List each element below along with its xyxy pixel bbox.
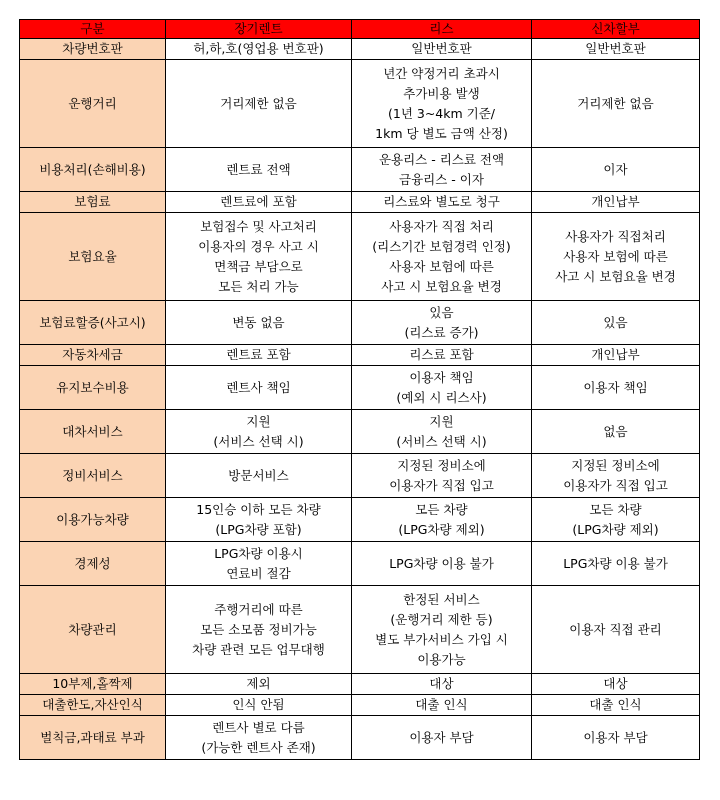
cell-lease: [352, 586, 532, 674]
cell-text-line: 제외: [246, 676, 271, 691]
table-row: [20, 674, 700, 695]
cell-installment: [532, 345, 700, 366]
cell-text-line: 별도 부가서비스 가입 시: [375, 631, 508, 647]
cell-text-line: 사용자가 직접 처리: [389, 218, 494, 234]
cell-text-line: 면책금 부담으로: [214, 258, 303, 274]
cell-rent: [166, 39, 352, 60]
table-row: [20, 454, 700, 498]
cell-text-line: (LPG차량 제외): [572, 521, 659, 537]
cell-lease: [352, 366, 532, 410]
cell-text-line: 이용자가 직접 입고: [563, 477, 668, 493]
cell-text-line: LPG차량 이용 불가: [563, 555, 668, 571]
cell-rent: [166, 695, 352, 716]
cell-lease: [352, 148, 532, 192]
row-label: 대차서비스: [20, 410, 166, 454]
table-row: [20, 148, 700, 192]
cell-text-line: 사용자 보험에 따른: [389, 258, 494, 274]
cell-text-line: 추가비용 발생: [403, 85, 480, 101]
cell-rent: [166, 213, 352, 301]
cell-rent: [166, 148, 352, 192]
cell-installment: [532, 301, 700, 345]
cell-installment: [532, 542, 700, 586]
cell-installment: [532, 366, 700, 410]
row-label: 벌칙금,과태료 부과: [20, 716, 166, 760]
cell-rent: [166, 60, 352, 148]
table-row: [20, 716, 700, 760]
row-label: 차량관리: [20, 586, 166, 674]
cell-text-line: 허,하,호(영업용 번호판): [193, 41, 324, 56]
table-row: [20, 586, 700, 674]
cell-text-line: 이용자가 직접 입고: [389, 477, 494, 493]
cell-installment: [532, 148, 700, 192]
cell-installment: [532, 716, 700, 760]
cell-text-line: 모든 차량: [589, 501, 642, 517]
table-body: [20, 39, 700, 760]
cell-text-line: 대출 인식: [415, 697, 468, 712]
cell-text-line: 보험접수 및 사고처리: [200, 218, 317, 234]
header-long-term-rent: 장기렌트: [166, 20, 352, 39]
cell-text-line: 주행거리에 따른: [214, 601, 303, 617]
row-label: 10부제,홀짝제: [20, 674, 166, 695]
cell-text-line: 이용자 부담: [583, 729, 648, 745]
row-label: 차량번호판: [20, 39, 166, 60]
cell-installment: [532, 586, 700, 674]
comparison-table: [19, 19, 700, 760]
cell-text-line: LPG차량 이용 불가: [389, 555, 494, 571]
cell-text-line: 한정된 서비스: [403, 591, 480, 607]
cell-text-line: 이용가능: [417, 651, 466, 667]
cell-text-line: 개인납부: [591, 347, 640, 362]
cell-lease: [352, 716, 532, 760]
cell-rent: [166, 716, 352, 760]
cell-text-line: 차량 관련 모든 업무대행: [192, 641, 325, 657]
cell-installment: [532, 674, 700, 695]
cell-text-line: 지원: [246, 413, 271, 429]
cell-text-line: 사고 시 보험요율 변경: [381, 278, 502, 294]
cell-text-line: 거리제한 없음: [220, 95, 297, 111]
cell-text-line: 대상: [429, 676, 454, 691]
row-label: 자동차세금: [20, 345, 166, 366]
cell-rent: [166, 345, 352, 366]
cell-lease: [352, 192, 532, 213]
header-new-car-installment: 신차할부: [532, 20, 700, 39]
cell-rent: [166, 674, 352, 695]
cell-lease: [352, 674, 532, 695]
cell-lease: [352, 542, 532, 586]
cell-text-line: 렌트료 포함: [226, 347, 291, 362]
cell-text-line: 사용자가 직접처리: [565, 228, 666, 244]
row-label: 운행거리: [20, 60, 166, 148]
cell-text-line: 방문서비스: [228, 467, 289, 483]
cell-rent: [166, 454, 352, 498]
cell-text-line: 운용리스 - 리스료 전액: [378, 151, 505, 167]
row-label: 정비서비스: [20, 454, 166, 498]
cell-rent: [166, 542, 352, 586]
cell-text-line: 개인납부: [591, 194, 640, 209]
cell-text-line: 금융리스 - 이자: [399, 171, 484, 187]
cell-text-line: 렌트료에 포함: [220, 194, 297, 209]
cell-rent: [166, 366, 352, 410]
table-row: [20, 39, 700, 60]
cell-lease: [352, 454, 532, 498]
cell-text-line: 모든 차량: [415, 501, 468, 517]
row-label: 경제성: [20, 542, 166, 586]
cell-text-line: 15인승 이하 모든 차량: [196, 501, 321, 517]
cell-text-line: LPG차량 이용시: [214, 545, 303, 561]
cell-text-line: (서비스 선택 시): [396, 433, 487, 449]
row-label: 보험료할증(사고시): [20, 301, 166, 345]
comparison-table-wrapper: [19, 19, 700, 760]
table-row: [20, 301, 700, 345]
cell-text-line: 지정된 정비소에: [571, 457, 660, 473]
cell-text-line: (운행거리 제한 등): [390, 611, 493, 627]
cell-text-line: (리스기간 보험경력 인정): [372, 238, 511, 254]
cell-rent: [166, 192, 352, 213]
row-label: 대출한도,자산인식: [20, 695, 166, 716]
cell-installment: [532, 410, 700, 454]
cell-text-line: (가능한 렌트사 존재): [201, 739, 316, 755]
cell-rent: [166, 498, 352, 542]
cell-text-line: (예외 시 리스사): [396, 389, 487, 405]
row-label: 이용가능차량: [20, 498, 166, 542]
cell-text-line: 대출 인식: [589, 697, 642, 712]
cell-rent: [166, 586, 352, 674]
cell-text-line: 사용자 보험에 따른: [563, 248, 668, 264]
cell-installment: [532, 454, 700, 498]
cell-text-line: 렌트사 책임: [226, 379, 291, 395]
table-row: [20, 542, 700, 586]
table-row: [20, 213, 700, 301]
cell-text-line: 리스료와 별도로 청구: [383, 194, 500, 209]
cell-text-line: (LPG차량 포함): [215, 521, 302, 537]
cell-text-line: 이용자 책임: [583, 379, 648, 395]
cell-text-line: 대상: [603, 676, 628, 691]
cell-text-line: 지원: [429, 413, 454, 429]
cell-text-line: 이용자 직접 관리: [569, 621, 662, 637]
cell-installment: [532, 60, 700, 148]
cell-text-line: 렌트사 별로 다름: [212, 719, 305, 735]
cell-lease: [352, 410, 532, 454]
cell-installment: [532, 39, 700, 60]
cell-text-line: (서비스 선택 시): [213, 433, 304, 449]
table-row: [20, 695, 700, 716]
cell-lease: [352, 39, 532, 60]
header-lease: 리스: [352, 20, 532, 39]
cell-lease: [352, 213, 532, 301]
cell-text-line: 이용자 부담: [409, 729, 474, 745]
cell-text-line: 연료비 절감: [226, 565, 291, 581]
cell-lease: [352, 498, 532, 542]
table-row: [20, 366, 700, 410]
cell-lease: [352, 345, 532, 366]
cell-text-line: (LPG차량 제외): [398, 521, 485, 537]
cell-text-line: 있음: [603, 314, 628, 330]
cell-text-line: 인식 안됨: [232, 697, 285, 712]
cell-text-line: 일반번호판: [585, 41, 646, 56]
cell-text-line: 이용자의 경우 사고 시: [198, 238, 319, 254]
cell-installment: [532, 213, 700, 301]
cell-text-line: 없음: [603, 423, 628, 439]
cell-text-line: (리스료 증가): [404, 324, 479, 340]
table-row: [20, 345, 700, 366]
cell-text-line: 1km 당 별도 금액 산정): [375, 125, 508, 141]
cell-installment: [532, 695, 700, 716]
cell-installment: [532, 192, 700, 213]
table-row: [20, 60, 700, 148]
row-label: 보험요율: [20, 213, 166, 301]
row-label: 보험료: [20, 192, 166, 213]
header-row: [20, 20, 700, 39]
cell-text-line: 모든 처리 가능: [218, 278, 299, 294]
cell-lease: [352, 60, 532, 148]
row-label: 유지보수비용: [20, 366, 166, 410]
cell-text-line: 지정된 정비소에: [397, 457, 486, 473]
cell-text-line: 변동 없음: [232, 314, 285, 330]
cell-rent: [166, 410, 352, 454]
table-row: [20, 192, 700, 213]
cell-text-line: 일반번호판: [411, 41, 472, 56]
cell-text-line: 거리제한 없음: [577, 95, 654, 111]
cell-text-line: 년간 약정거리 초과시: [383, 65, 500, 81]
cell-text-line: 리스료 포함: [409, 347, 474, 362]
cell-text-line: 모든 소모품 정비가능: [200, 621, 317, 637]
table-row: [20, 410, 700, 454]
table-row: [20, 498, 700, 542]
cell-lease: [352, 301, 532, 345]
cell-text-line: (1년 3~4km 기준/: [387, 105, 495, 121]
cell-rent: [166, 301, 352, 345]
cell-text-line: 있음: [429, 304, 454, 320]
cell-lease: [352, 695, 532, 716]
cell-text-line: 이용자 책임: [409, 369, 474, 385]
header-category: 구분: [20, 20, 166, 39]
row-label: 비용처리(손해비용): [20, 148, 166, 192]
cell-installment: [532, 498, 700, 542]
cell-text-line: 렌트료 전액: [226, 161, 291, 177]
cell-text-line: 이자: [603, 161, 628, 177]
cell-text-line: 사고 시 보험요율 변경: [555, 268, 676, 284]
